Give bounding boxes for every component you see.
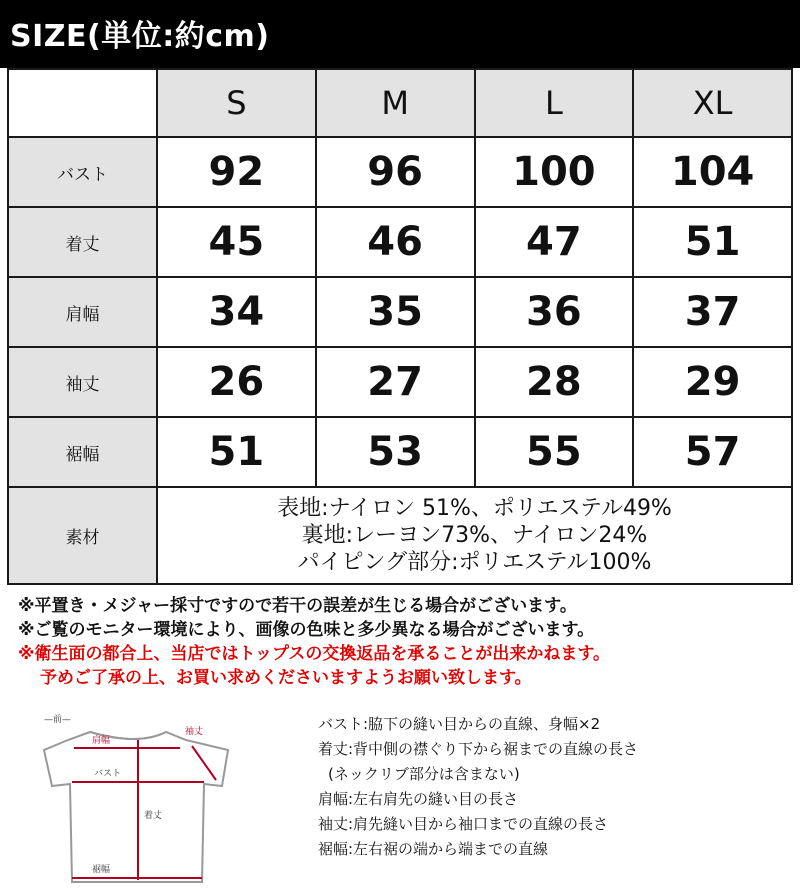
cell-value: 35 xyxy=(316,277,475,347)
definition-line: 裾幅:左右裾の端から端までの直線 xyxy=(318,840,549,858)
cell-value: 55 xyxy=(475,417,634,487)
definition-line: 肩幅:左右肩先の縫い目の長さ xyxy=(318,790,519,808)
cell-value: 27 xyxy=(316,347,475,417)
corner-cell xyxy=(8,69,157,137)
row-label: バスト xyxy=(8,137,157,207)
row-sleeve xyxy=(8,347,792,417)
definition-line: 着丈:背中側の襟ぐり下から裾までの直線の長さ xyxy=(318,740,639,758)
size-header-s: S xyxy=(157,69,316,137)
row-label: 着丈 xyxy=(8,207,157,277)
cell-value: 29 xyxy=(633,347,792,417)
cell-value: 51 xyxy=(157,417,316,487)
size-header-row xyxy=(8,69,792,137)
sleeve-label: 袖丈 xyxy=(185,727,204,737)
shoulder-label: 肩幅 xyxy=(92,736,111,746)
tshirt-outline xyxy=(44,732,228,882)
row-label: 素材 xyxy=(8,487,157,584)
row-length xyxy=(8,207,792,277)
cell-value: 36 xyxy=(475,277,634,347)
cell-value: 51 xyxy=(633,207,792,277)
notes xyxy=(18,594,610,690)
material-line: 裏地:レーヨン73%、ナイロン24% xyxy=(301,523,648,548)
row-bust xyxy=(8,137,792,207)
cell-value: 53 xyxy=(316,417,475,487)
measurement-definitions xyxy=(318,712,638,862)
garment-diagram xyxy=(30,710,240,890)
hem-label: 裾幅 xyxy=(92,865,111,875)
cell-value: 57 xyxy=(633,417,792,487)
row-label: 肩幅 xyxy=(8,277,157,347)
warning-line: ※衛生面の都合上、当店ではトップスの交換返品を承ることが出来かねます。 xyxy=(18,644,610,664)
note-line: ※平置き・メジャー採寸ですので若干の誤差が生じる場合がございます。 xyxy=(18,596,577,616)
material-line: 表地:ナイロン 51%、ポリエステル49% xyxy=(277,496,672,521)
note-line: ※ご覧のモニター環境により、画像の色味と多少異なる場合がございます。 xyxy=(18,620,595,640)
row-shoulder xyxy=(8,277,792,347)
front-label: —前— xyxy=(44,715,72,725)
material-line: パイピング部分:ポリエステル100% xyxy=(297,550,652,575)
cell-value: 47 xyxy=(475,207,634,277)
cell-value: 34 xyxy=(157,277,316,347)
cell-value: 96 xyxy=(316,137,475,207)
cell-value: 26 xyxy=(157,347,316,417)
row-label: 裾幅 xyxy=(8,417,157,487)
cell-value: 45 xyxy=(157,207,316,277)
cell-value: 104 xyxy=(633,137,792,207)
row-material xyxy=(8,487,792,584)
row-label: 袖丈 xyxy=(8,347,157,417)
size-table xyxy=(7,68,793,585)
size-header-m: M xyxy=(316,69,475,137)
size-header-l: L xyxy=(475,69,634,137)
cell-value: 92 xyxy=(157,137,316,207)
bust-label: バスト xyxy=(94,769,122,779)
size-header-xl: XL xyxy=(633,69,792,137)
definition-line: 袖丈:肩先縫い目から袖口までの直線の長さ xyxy=(318,815,609,833)
cell-value: 100 xyxy=(475,137,634,207)
row-hem xyxy=(8,417,792,487)
title-bar xyxy=(0,0,800,68)
definition-line: バスト:脇下の縫い目からの直線、身幅×2 xyxy=(318,715,601,733)
cell-value: 37 xyxy=(633,277,792,347)
material-text xyxy=(157,487,792,584)
cell-value: 46 xyxy=(316,207,475,277)
warning-line: 予めご了承の上、お買い求めくださいますようお願い致します。 xyxy=(40,668,532,688)
definition-line: (ネックリブ部分は含まない) xyxy=(328,765,520,783)
length-label: 着丈 xyxy=(144,811,163,821)
cell-value: 28 xyxy=(475,347,634,417)
page-title: SIZE(単位:約cm) xyxy=(10,19,270,54)
